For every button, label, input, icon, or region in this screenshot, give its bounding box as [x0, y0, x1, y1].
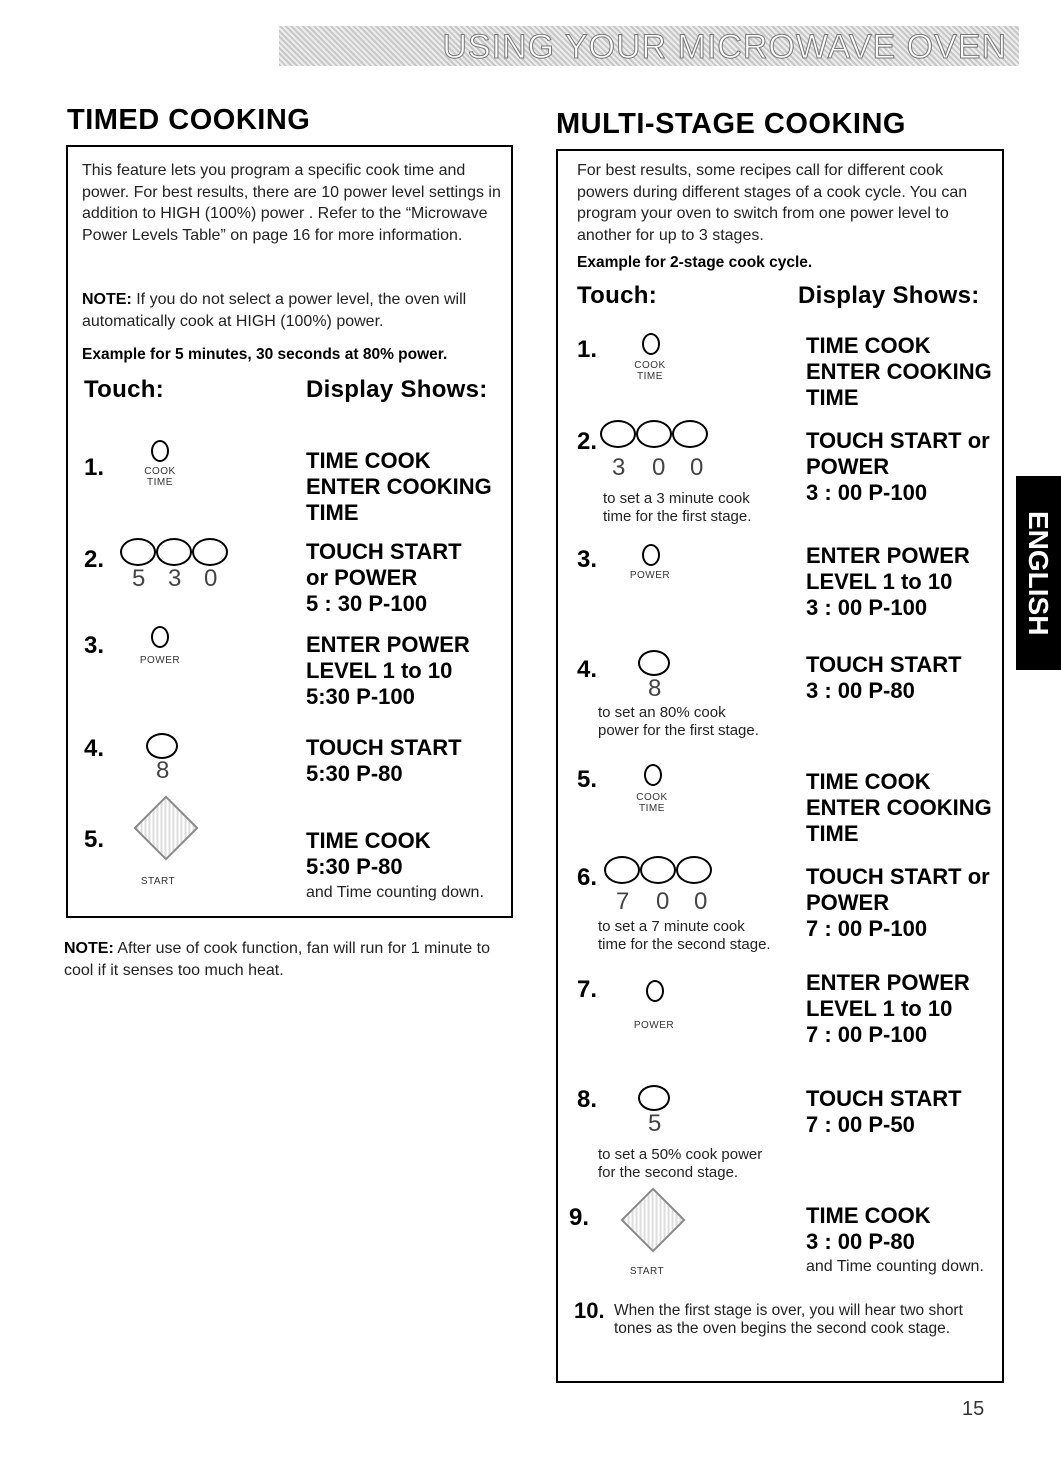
multi-step-9-number: 9.: [569, 1204, 590, 1231]
start-key-label: START: [629, 1266, 665, 1277]
multi-step-6-display: TOUCH START or POWER 7 : 00 P-100: [806, 864, 990, 941]
timed-touch-header: Touch:: [84, 376, 164, 403]
timed-cooking-box: [66, 145, 513, 918]
timed-note-label: NOTE:: [82, 291, 132, 308]
digit-key[interactable]: [192, 538, 228, 566]
timed-cooking-title: TIMED COOKING: [67, 104, 311, 136]
timed-display-header: Display Shows:: [306, 376, 488, 403]
timed-after-note-text: After use of cook function, fan will run for 1 minute to cool if it senses too much heat.: [64, 940, 490, 979]
multi-display-header: Display Shows:: [798, 282, 980, 309]
multi-step-7-display: ENTER POWER LEVEL 1 to 10 7 : 00 P-100: [806, 970, 970, 1047]
multi-step-8-display: TOUCH START 7 : 00 P-50: [806, 1086, 962, 1137]
cook-time-key-label: COOK TIME: [636, 792, 668, 814]
digit-label: 5: [132, 565, 146, 592]
digit-label: 0: [204, 565, 218, 592]
timed-step-3-display: ENTER POWER LEVEL 1 to 10 5:30 P-100: [306, 632, 470, 709]
multi-step-4-number: 4.: [577, 656, 598, 683]
multi-step-5-number: 5.: [577, 766, 598, 793]
power-key[interactable]: [646, 980, 664, 1002]
cook-time-key[interactable]: [644, 764, 662, 786]
power-key[interactable]: [151, 626, 169, 648]
multi-step-9-sub: and Time counting down.: [806, 1258, 984, 1275]
cook-time-key[interactable]: [642, 333, 660, 355]
digit-key[interactable]: [604, 856, 640, 884]
digit-key[interactable]: [156, 538, 192, 566]
timed-step-5-sub: and Time counting down.: [306, 884, 484, 901]
digit-key[interactable]: [638, 1085, 670, 1111]
multi-example: Example for 2-stage cook cycle.: [577, 254, 813, 271]
multi-step-7-number: 7.: [577, 976, 598, 1003]
timed-step-5-number: 5.: [84, 826, 105, 853]
digit-key[interactable]: [676, 856, 712, 884]
multi-step-10-number: 10.: [574, 1298, 605, 1323]
timed-intro: This feature lets you program a specific cook time and power. For best results, there are 10 power level settings in addition to HIGH (100%) power . Refer to the “Microwave Power Levels Table” on page 16 for more information.: [82, 162, 501, 244]
digit-key[interactable]: [640, 856, 676, 884]
multi-step-3-number: 3.: [577, 546, 598, 573]
multi-step-5-display: TIME COOK ENTER COOKING TIME: [806, 769, 992, 846]
multi-step-6-note: to set a 7 minute cook time for the second stage.: [598, 918, 771, 953]
timed-note: [82, 289, 502, 332]
multi-step-6-number: 6.: [577, 864, 598, 891]
timed-after-note: [64, 938, 504, 981]
timed-note-text: If you do not select a power level, the oven will automatically cook at HIGH (100%) power.: [82, 291, 467, 330]
digit-label: 0: [694, 888, 708, 915]
digit-key[interactable]: [638, 650, 670, 676]
multi-step-8-note: to set a 50% cook power for the second stage.: [598, 1146, 763, 1181]
multi-step-1-display: TIME COOK ENTER COOKING TIME: [806, 333, 992, 410]
power-key[interactable]: [642, 544, 660, 566]
start-key-label: START: [140, 876, 176, 887]
timed-step-3-number: 3.: [84, 632, 105, 659]
multi-stage-title: MULTI-STAGE COOKING: [556, 108, 906, 140]
multi-step-1-number: 1.: [577, 336, 598, 363]
timed-step-1-number: 1.: [84, 454, 105, 481]
digit-label: 0: [656, 888, 670, 915]
timed-after-note-label: NOTE:: [64, 940, 114, 957]
page-number: 15: [962, 1398, 985, 1420]
multi-step-2-note: to set a 3 minute cook time for the first stage.: [603, 490, 752, 525]
digit-label: 8: [156, 757, 170, 784]
multi-step-4-note: to set an 80% cook power for the first stage.: [598, 704, 759, 739]
digit-label: 5: [648, 1110, 662, 1137]
cook-time-key-label: COOK TIME: [144, 466, 176, 488]
timed-step-2-number: 2.: [84, 546, 105, 573]
digit-label: 8: [648, 675, 662, 702]
cook-time-key-label: COOK TIME: [634, 360, 666, 382]
multi-touch-header: Touch:: [577, 282, 657, 309]
timed-step-4-display: TOUCH START 5:30 P-80: [306, 735, 462, 786]
timed-step-2-display: TOUCH START or POWER 5 : 30 P-100: [306, 539, 462, 616]
digit-label: 3: [168, 565, 182, 592]
timed-step-1-display: TIME COOK ENTER COOKING TIME: [306, 448, 492, 525]
digit-key[interactable]: [120, 538, 156, 566]
digit-label: 0: [652, 454, 666, 481]
digit-key[interactable]: [146, 733, 178, 759]
banner-title: USING YOUR MICROWAVE OVEN: [442, 28, 1007, 66]
timed-step-5-display: TIME COOK 5:30 P-80: [306, 828, 431, 879]
multi-step-2-number: 2.: [577, 428, 598, 455]
header-banner: [279, 26, 1019, 66]
language-tab-label: ENGLISH: [1023, 510, 1054, 636]
digit-label: 7: [616, 888, 630, 915]
timed-example: Example for 5 minutes, 30 seconds at 80% power.: [82, 346, 448, 363]
power-key-label: POWER: [139, 655, 181, 666]
power-key-label: POWER: [633, 1020, 675, 1031]
multi-step-10-text: When the first stage is over, you will hear two short tones as the oven begins the second cook stage.: [614, 1302, 963, 1337]
digit-key[interactable]: [600, 420, 636, 448]
multi-step-9-display: TIME COOK 3 : 00 P-80: [806, 1203, 931, 1254]
multi-step-2-display: TOUCH START or POWER 3 : 00 P-100: [806, 428, 990, 505]
digit-label: 0: [690, 454, 704, 481]
power-key-label: POWER: [629, 570, 671, 581]
multi-step-3-display: ENTER POWER LEVEL 1 to 10 3 : 00 P-100: [806, 543, 970, 620]
multi-step-4-display: TOUCH START 3 : 00 P-80: [806, 652, 962, 703]
digit-key[interactable]: [636, 420, 672, 448]
multi-intro: For best results, some recipes call for different cook powers during different stages of a cook cycle. You can program your oven to switch from one power level to another for up to 3 stages.: [577, 162, 968, 244]
multi-step-8-number: 8.: [577, 1086, 598, 1113]
cook-time-key[interactable]: [151, 440, 169, 462]
digit-label: 3: [612, 454, 626, 481]
timed-step-4-number: 4.: [84, 735, 105, 762]
digit-key[interactable]: [672, 420, 708, 448]
